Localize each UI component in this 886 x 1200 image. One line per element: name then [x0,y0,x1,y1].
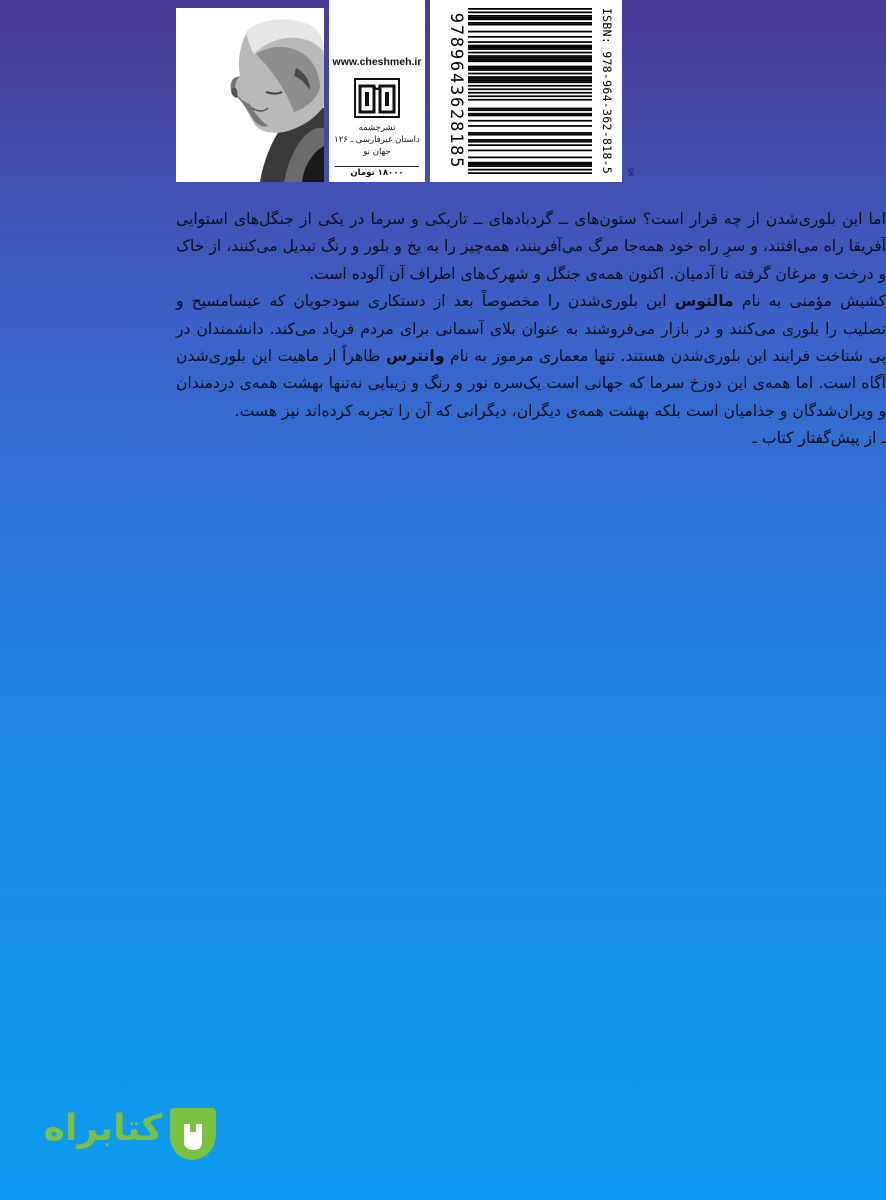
barcode-bar [468,113,592,115]
price-label: ۱۸۰۰۰ تومان [335,166,419,178]
barcode-bar [468,17,592,19]
blurb-paragraph-1: اما این بلوری‌شدن از چه قرار است؟ ستون‌های ــ گردبادهای ــ تاریکی و سرما در یکی از جنگل‌های استوایی آفریقا راه می‌افتند، و سرِ راه خود همه‌جا مرگ می‌آفرینند، همه‌چیز را به یخ و بلور و رنگ تبدیل می‌کنند، از خاک و درخت و مرغان گرفته تا آدمیان. اکنون همه‌ی جنگل و شهرک‌های اطراف آن آلوده است. [176,210,886,283]
character-name-maltus: مالتوس [674,292,734,311]
ketabrah-logo-icon [168,1104,218,1166]
barcode-bar [468,45,592,47]
barcode-bar [468,78,592,80]
side-mark: SR [626,167,635,177]
author-photo [176,8,324,182]
barcode-bar [468,11,592,13]
barcode-bar [468,150,592,152]
publisher-website: www.cheshmeh.ir [332,56,422,68]
barcode-bar [468,92,592,94]
barcode-bar [468,67,592,69]
barcode-bar [468,139,592,141]
barcode-bar [468,125,592,127]
barcode-rotated [430,0,622,182]
blurb-credit: ـ از پیش‌گفتار کتاب ـ [752,429,886,448]
blurb-text-c: ظاهراً از ماهیت این بلوری‌شدن آگاه است. اما همه‌ی این دوزخ سرما که جهانی است یک‌سره نور و رنگ و زیبایی نه‌تنها بهشت همه‌ی دردمندان و ویران‌شدگان و جذامیان است بلکه بهشت همه‌ی دیگران، دیگرانی که آن را تجربه کرده‌اند نیز هست. [176,347,886,420]
blurb-text-a: کشیش مؤمنی به نام [733,292,886,311]
barcode-bar [468,80,592,82]
isbn-barcode-panel [430,0,622,182]
barcode-bar [468,55,592,57]
barcode-bar [468,59,592,61]
barcode-bar [468,76,592,78]
barcode-bar [468,46,592,48]
barcode-bar [468,172,592,174]
book-logo-icon [354,78,400,122]
barcode-bar [468,57,592,59]
blurb-paragraph-2 [176,288,886,425]
ketabrah-logo [40,1102,220,1166]
barcode-bar [468,169,592,171]
barcode-bar [468,18,592,20]
barcode-bar [468,115,592,117]
series-info [329,122,425,158]
series-line-publisher: نشرچشمه [358,123,396,133]
series-line-collection: جهان‌ نو [363,147,391,157]
back-cover-blurb [176,206,886,453]
character-name-ventress: وانترس [385,347,445,366]
isbn-text: ISBN: 978-964-362-818-5 [600,7,614,175]
barcode-bar [468,48,592,50]
barcode-bar [468,165,592,167]
barcode-bar [468,31,592,33]
barcode-bar [468,157,592,159]
barcode-bar [468,52,592,54]
barcode-bars [468,8,592,174]
barcode-bar [468,36,592,38]
barcode-bar [468,108,592,110]
barcode-bar [468,141,592,143]
barcode-bar [468,132,592,134]
barcode-bar [468,66,592,68]
barcode-bar [468,69,592,71]
barcode-bar [468,162,592,164]
barcode-bar [468,24,592,26]
barcode-bar [468,81,592,83]
barcode-bar [468,22,592,24]
barcode-bar [468,164,592,166]
barcode-bar [468,88,592,90]
barcode-bar [468,41,592,43]
barcode-bar [468,8,592,10]
barcode-digits: 9789643628185 [446,12,466,170]
brand-name: کتابراه [43,1108,163,1149]
barcode-bar [468,73,592,75]
publisher-panel [329,0,425,182]
barcode-bar [468,85,592,87]
barcode-bar [468,95,592,97]
barcode-bar [468,120,592,122]
barcode-bar [468,134,592,136]
barcode-bar [468,60,592,62]
series-line-category: داستان‌ غیرفارسی ـ ۱۲۶ [334,135,420,145]
barcode-bar [468,99,592,101]
barcode-bar [468,144,592,146]
barcode-bar [468,15,592,17]
barcode-bar [468,109,592,111]
blurb-text-b: این بلوری‌شدن را مخصوصاً بعد از دستکاری سودجویان که عیسامسیح و تصلیب را بلوری می‌کنند و در بازار می‌فروشند به عنوان بلای آسمانی برای مردم فریاد می‌کند. دانشمندان در پی شناخت فرایند این بلوری‌شدن هستند. تنها معماری مرموز به نام [176,292,886,366]
